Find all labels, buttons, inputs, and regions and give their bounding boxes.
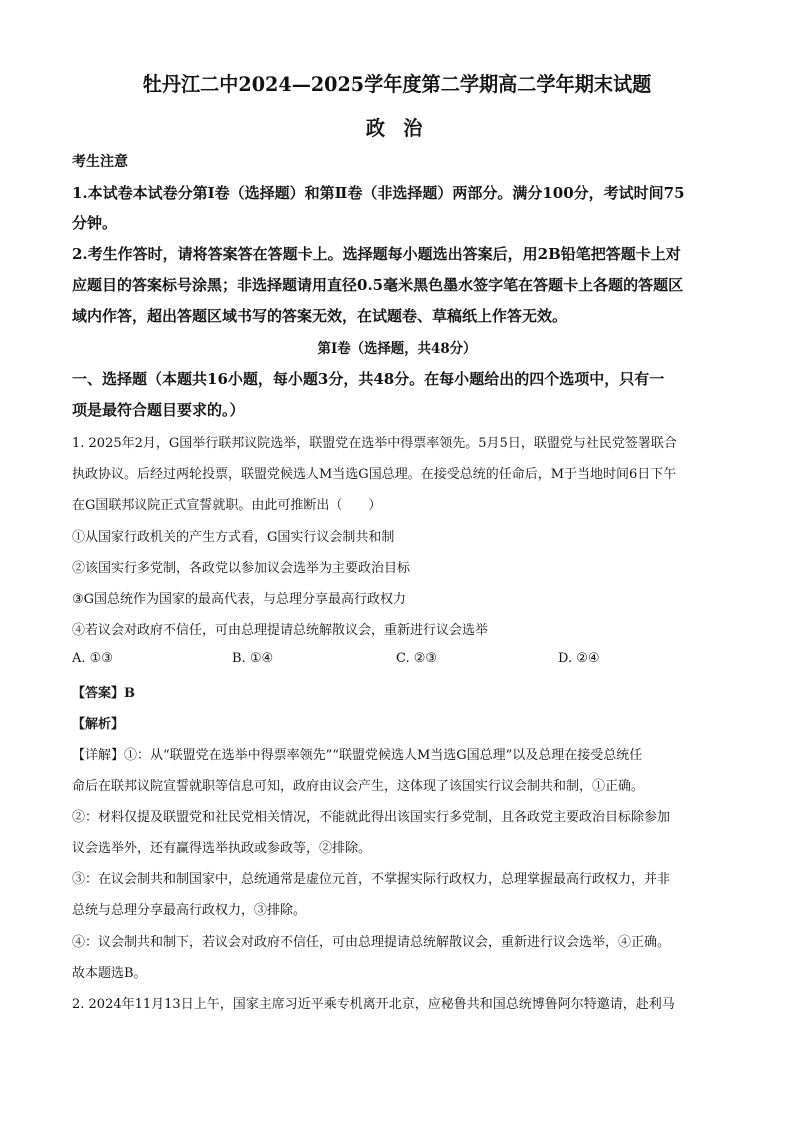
notice-heading: 考生注意: [72, 154, 128, 170]
section-instruction-1: 一、选择题（本题共16小题，每小题3分，共48分。在每小题给出的四个选项中，只有一: [72, 370, 665, 388]
q1-analysis-line-4: 议会选举外，还有赢得选举执政或参政等，②排除。: [72, 841, 372, 856]
notice-line-4: 应题目的答案标号涂黑；非选择题请用直径0.5毫米黑色墨水签字笔在答题卡上各题的答题区: [72, 276, 684, 294]
q1-statement-3: ③G国总统作为国家的最高代表，与总理分享最高行政权力: [72, 592, 407, 607]
notice-line-5: 域内作答，超出答题区域书写的答案无效，在试题卷、草稿纸上作答无效。: [72, 307, 568, 325]
q1-analysis-line-8: 故本题选B。: [72, 966, 147, 981]
q1-analysis-label: 【解析】: [72, 717, 125, 732]
q1-analysis-line-5: ③：在议会制共和制国家中，总统通常是虚位元首，不掌握实际行政权力，总理掌握最高行政权力，并非: [72, 872, 671, 887]
q1-stem-line-1: 1. 2025年2月，G国举行联邦议院选举，联盟党在选举中得票率领先。5月5日，联盟党与社民党签署联合: [72, 436, 677, 451]
part-title: 第Ⅰ卷（选择题，共48分）: [317, 341, 477, 357]
q1-analysis-line-3: ②：材料仅提及联盟党和社民党相关情况，不能就此得出该国实行多党制，且各政党主要政治目标除参加: [72, 810, 671, 825]
q1-statement-2: ②该国实行多党制，各政党以参加议会选举为主要政治目标: [72, 561, 411, 576]
q2-stem-line-1: 2. 2024年11月13日上午，国家主席习近平乘专机离开北京，应秘鲁共和国总统博鲁阿尔特邀请，赴利马: [72, 997, 675, 1012]
q1-option-c: C. ②③: [396, 651, 438, 666]
q1-answer: 【答案】B: [72, 686, 135, 701]
q1-option-d: D. ②④: [558, 651, 600, 666]
exam-title: 牡丹江二中2024—2025学年度第二学期高二学年期末试题: [142, 72, 652, 96]
q1-analysis-line-2: 命后在联邦议院宣誓就职等信息可知，政府由议会产生，这体现了该国实行议会制共和制，①正确。: [72, 779, 645, 794]
q1-statement-4: ④若议会对政府不信任，可由总理提请总统解散议会，重新进行议会选举: [72, 623, 489, 638]
q1-option-b: B. ①④: [232, 651, 274, 666]
q1-analysis-line-6: 总统与总理分享最高行政权力，③排除。: [72, 903, 307, 918]
notice-line-1: 1.本试卷本试卷分第Ⅰ卷（选择题）和第Ⅱ卷（非选择题）两部分。满分100分，考试时间75: [72, 184, 685, 202]
q1-option-a: A. ①③: [72, 651, 113, 666]
notice-line-3: 2.考生作答时，请将答案答在答题卡上。选择题每小题选出答案后，用2B铅笔把答题卡上对: [72, 245, 681, 263]
q1-stem-line-2: 执政协议。后经过两轮投票，联盟党候选人M当选G国总理。在接受总统的任命后，M于当地时间6日下午: [72, 467, 677, 482]
q1-analysis-line-1: 【详解】①：从“联盟党在选举中得票率领先”“联盟党候选人M当选G国总理”以及总理在接受总统任: [72, 748, 643, 763]
q1-stem-line-3: 在G国联邦议院正式宣誓就职。由此可推断出（ ）: [72, 498, 382, 513]
q1-statement-1: ①从国家行政机关的产生方式看，G国实行议会制共和制: [72, 530, 395, 545]
notice-line-2: 分钟。: [72, 214, 118, 232]
subject-title: 政 治: [365, 116, 429, 140]
section-instruction-2: 项是最符合题目要求的。）: [72, 401, 245, 419]
q1-analysis-line-7: ④：议会制共和制下，若议会对政府不信任，可由总理提请总统解散议会，重新进行议会选举，④正确。: [72, 935, 671, 950]
